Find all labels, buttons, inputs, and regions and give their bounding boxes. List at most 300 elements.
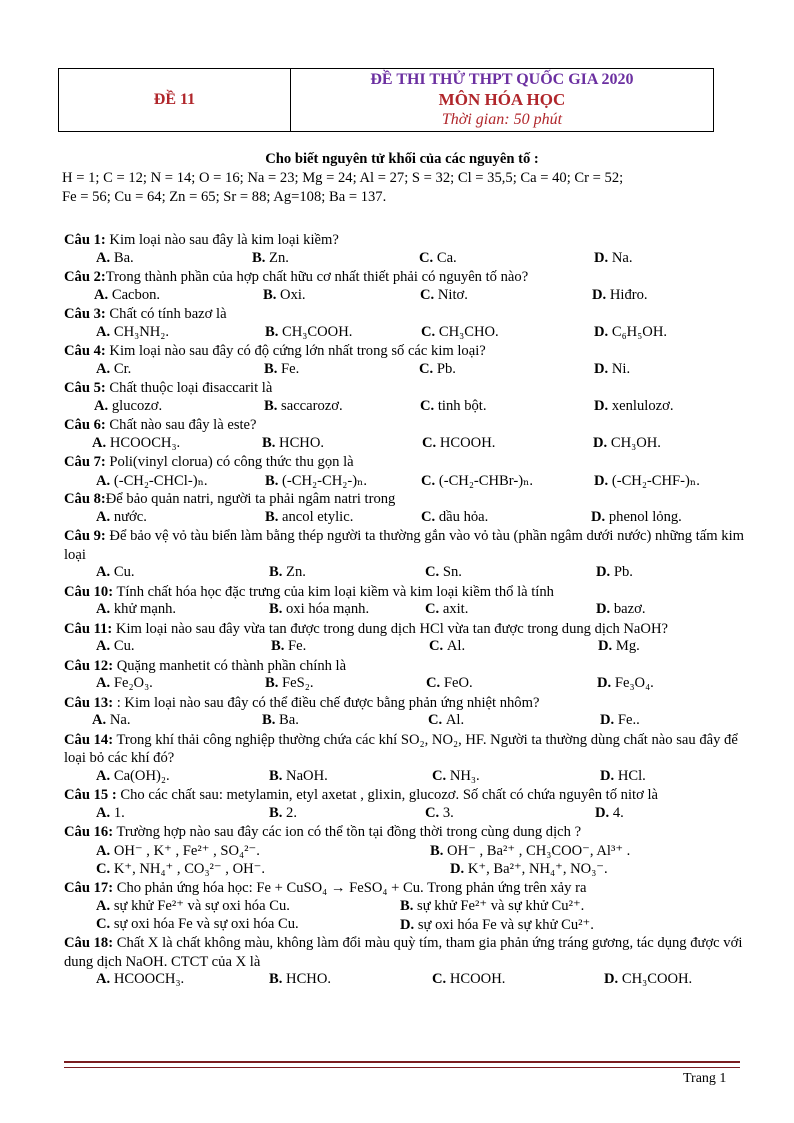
answer-option[interactable] <box>421 324 499 341</box>
answer-option[interactable] <box>425 805 454 822</box>
option-text: CH₃COOH. <box>282 323 353 340</box>
option-text: HCOOCH₃. <box>113 971 185 987</box>
option-letter: A. <box>94 286 112 303</box>
answer-option[interactable] <box>92 435 180 452</box>
option-letter: B. <box>252 249 270 266</box>
answer-option[interactable] <box>92 712 131 729</box>
option-letter: C. <box>419 249 437 266</box>
answer-options <box>64 712 744 731</box>
answer-option[interactable] <box>96 564 135 581</box>
option-text: 1. <box>113 804 125 821</box>
option-letter: C. <box>426 675 444 691</box>
option-letter: D. <box>594 360 612 377</box>
answer-options <box>64 971 744 990</box>
option-text: sự oxi hóa Fe và sự oxi hóa Cu. <box>113 915 299 932</box>
option-text: Ba. <box>113 249 134 266</box>
option-letter: C. <box>425 804 443 821</box>
answer-option[interactable] <box>269 564 306 581</box>
option-letter: B. <box>269 601 287 617</box>
option-text: ancol etylic. <box>282 508 354 525</box>
option-letter: D. <box>593 434 611 451</box>
answer-option[interactable] <box>96 860 265 878</box>
option-text: OH⁻ , K⁺ , Fe²⁺ , SO₄²⁻. <box>113 842 260 859</box>
question <box>64 860 744 879</box>
option-text: Al. <box>446 638 466 654</box>
question <box>64 823 744 860</box>
question-stem: Kim loại nào sau đây có độ cứng lớn nhất trong số các kim loại? <box>105 343 486 359</box>
question-text <box>64 823 744 842</box>
option-letter: A. <box>96 601 114 617</box>
option-letter: B. <box>269 767 287 784</box>
question <box>64 342 744 379</box>
exam-title: ĐỀ THI THỬ THPT QUỐC GIA 2020 <box>370 71 634 88</box>
question <box>64 416 744 453</box>
answer-option[interactable] <box>592 287 648 304</box>
option-letter: C. <box>422 434 440 451</box>
question-text <box>64 620 744 639</box>
question-label: Câu 6: <box>64 417 106 433</box>
question-stem: : Kim loại nào sau đây có thể điều chế được bằng phản ứng nhiệt nhôm? <box>113 694 540 711</box>
question-text <box>64 268 744 287</box>
option-text: sự khử Fe²⁺ và sự oxi hóa Cu. <box>113 898 290 914</box>
answer-options <box>64 324 744 343</box>
answer-option[interactable] <box>426 675 473 692</box>
option-text: 2. <box>286 804 297 821</box>
answer-option[interactable] <box>593 435 661 452</box>
option-text: K⁺, NH₄⁺ , CO₃²⁻ , OH⁻. <box>113 861 266 877</box>
option-letter: C. <box>96 861 114 877</box>
question-text <box>64 879 744 898</box>
question <box>64 879 744 916</box>
answer-option[interactable] <box>96 916 299 933</box>
option-letter: C. <box>421 508 439 525</box>
option-text: Zn. <box>286 564 306 580</box>
option-text: Pb. <box>436 360 456 377</box>
answer-option[interactable] <box>432 768 480 785</box>
answer-option[interactable] <box>604 971 692 988</box>
question-text <box>64 342 744 361</box>
answer-option[interactable] <box>420 287 468 304</box>
answer-option[interactable] <box>422 435 495 452</box>
question-text <box>64 786 744 805</box>
option-letter: D. <box>600 712 618 728</box>
question-label: Câu 15 : <box>64 787 117 803</box>
option-letter: A. <box>96 564 114 580</box>
answer-options <box>64 398 744 417</box>
option-text: HCOOH. <box>449 971 506 987</box>
question-text <box>64 231 744 250</box>
option-letter: A. <box>94 397 112 414</box>
question-label: Câu 7: <box>64 454 106 470</box>
answer-options <box>64 675 744 694</box>
option-letter: B. <box>262 434 280 451</box>
question-text <box>64 583 744 602</box>
answer-option[interactable] <box>596 601 645 618</box>
option-letter: A. <box>92 712 110 728</box>
answer-option[interactable] <box>96 675 153 692</box>
question-label: Câu 18: <box>64 935 114 951</box>
option-text: 3. <box>442 804 454 821</box>
option-text: dầu hỏa. <box>438 508 489 525</box>
question-text <box>64 657 744 676</box>
option-letter: A. <box>96 767 114 784</box>
option-letter: D. <box>600 767 618 784</box>
option-letter: D. <box>596 601 614 617</box>
option-letter: B. <box>265 508 283 525</box>
question <box>64 231 744 268</box>
question <box>64 527 744 583</box>
answer-option[interactable] <box>271 638 306 655</box>
question-label: Câu 14: <box>64 731 114 748</box>
answer-options <box>64 842 744 861</box>
question-text <box>64 731 744 768</box>
answer-option[interactable] <box>400 897 584 915</box>
option-letter: D. <box>400 916 418 933</box>
question <box>64 934 744 990</box>
option-letter: A. <box>96 508 114 525</box>
option-text: tinh bột. <box>437 397 487 414</box>
option-letter: C. <box>425 564 443 580</box>
question <box>64 305 744 342</box>
option-text: Cu. <box>113 638 135 654</box>
answer-option[interactable] <box>600 712 640 729</box>
answer-option[interactable] <box>96 805 125 822</box>
option-text: glucozơ. <box>111 397 163 414</box>
question-label: Câu 4: <box>64 343 106 359</box>
option-text: Cacbon. <box>111 286 161 303</box>
option-letter: D. <box>598 638 616 654</box>
question <box>64 490 744 527</box>
answer-option[interactable] <box>96 897 290 915</box>
option-text: FeS₂. <box>282 675 314 691</box>
answer-options <box>64 361 744 380</box>
answer-option[interactable] <box>595 805 624 822</box>
question-text <box>64 305 744 324</box>
atomic-mass-line-1: H = 1; C = 12; N = 14; O = 16; Na = 23; Mg = 24; Al = 27; S = 32; Cl = 35,5; Ca = 40; Cr = 52; <box>62 170 624 186</box>
option-letter: D. <box>594 323 612 340</box>
exam-header <box>58 68 714 132</box>
answer-option[interactable] <box>265 472 367 490</box>
answer-option[interactable] <box>96 361 131 378</box>
answer-option[interactable] <box>96 601 176 618</box>
option-text: (-CH₂-CHCl-)ₙ. <box>113 472 208 489</box>
answer-option[interactable] <box>597 675 654 692</box>
answer-option[interactable] <box>96 472 208 490</box>
option-letter: B. <box>271 638 289 654</box>
answer-option[interactable] <box>450 860 608 878</box>
question-stem: Poli(vinyl clorua) có công thức thu gọn là <box>105 454 354 470</box>
answer-option[interactable] <box>96 324 169 341</box>
option-text: NH₃. <box>449 767 480 784</box>
option-letter: A. <box>96 804 114 821</box>
option-letter: A. <box>96 472 114 489</box>
question <box>64 786 744 823</box>
option-letter: B. <box>269 564 287 580</box>
option-letter: C. <box>432 971 450 987</box>
answer-options <box>64 638 744 657</box>
question-stem: Quặng manhetit có thành phần chính là <box>113 657 347 674</box>
question-text <box>64 490 744 509</box>
answer-option[interactable] <box>94 287 160 304</box>
question <box>64 583 744 620</box>
answer-option[interactable] <box>264 398 343 415</box>
question-stem: Tính chất hóa học đặc trưng của kim loại kiềm và kim loại kiềm thổ là tính <box>113 583 554 600</box>
option-text: Ca(OH)₂. <box>113 767 170 784</box>
answer-option[interactable] <box>428 712 464 729</box>
option-text: OH⁻ , Ba²⁺ , CH₃COO⁻, Al³⁺ . <box>447 842 631 859</box>
answer-option[interactable] <box>430 842 630 860</box>
option-letter: C. <box>96 915 114 932</box>
answer-option[interactable] <box>96 971 184 988</box>
option-text: HCHO. <box>279 434 325 451</box>
question-stem: Trong thành phần của hợp chất hữu cơ nhất thiết phải có nguyên tố nào? <box>105 269 529 285</box>
question <box>64 453 744 490</box>
option-letter: C. <box>420 397 438 414</box>
question-text <box>64 379 744 398</box>
option-letter: B. <box>265 323 283 340</box>
option-letter: B. <box>263 286 281 303</box>
answer-option[interactable] <box>429 638 465 655</box>
answer-option[interactable] <box>425 601 468 618</box>
question-label: Câu 11: <box>64 620 113 637</box>
answer-option[interactable] <box>421 472 533 490</box>
answer-option[interactable] <box>594 361 630 378</box>
option-letter: B. <box>265 675 283 691</box>
exam-title-block <box>290 69 713 132</box>
answer-option[interactable] <box>269 601 369 618</box>
option-text: Cu. <box>113 564 135 580</box>
option-letter: C. <box>421 323 439 340</box>
option-text: Ca. <box>436 249 457 266</box>
option-text: Ni. <box>611 360 631 377</box>
answer-option[interactable] <box>596 564 633 581</box>
option-letter: B. <box>430 842 448 859</box>
option-letter: D. <box>596 564 614 580</box>
answer-option[interactable] <box>400 916 594 934</box>
answer-option[interactable] <box>432 971 505 988</box>
answer-option[interactable] <box>594 472 700 490</box>
option-text: bazơ. <box>613 601 646 617</box>
question-text <box>64 453 744 472</box>
option-text: khử mạnh. <box>113 601 177 617</box>
answer-option[interactable] <box>96 509 147 526</box>
question-label: Câu 1: <box>64 232 106 248</box>
option-letter: A. <box>96 249 114 266</box>
option-letter: B. <box>264 360 282 377</box>
answer-option[interactable] <box>96 842 260 860</box>
option-text: phenol lỏng. <box>608 508 682 525</box>
option-text: axit. <box>442 601 469 617</box>
question-list <box>64 231 744 990</box>
option-letter: B. <box>269 971 287 987</box>
option-letter: C. <box>420 286 438 303</box>
option-text: 4. <box>612 804 624 821</box>
option-text: Al. <box>445 712 465 728</box>
answer-option[interactable] <box>421 509 488 526</box>
question <box>64 694 744 731</box>
option-letter: A. <box>92 434 110 451</box>
option-text: (-CH₂-CHF-)ₙ. <box>611 472 700 489</box>
question-label: Câu 13: <box>64 694 114 711</box>
question <box>64 657 744 694</box>
answer-option[interactable] <box>600 768 646 785</box>
option-letter: D. <box>594 397 612 414</box>
option-letter: D. <box>594 472 612 489</box>
option-letter: D. <box>604 971 622 987</box>
option-letter: A. <box>96 675 114 691</box>
question-stem: Trường hợp nào sau đây các ion có thể tồn tại đồng thời trong cùng dung dịch ? <box>113 824 582 840</box>
option-letter: D. <box>450 861 468 877</box>
option-text: Na. <box>109 712 131 728</box>
answer-option[interactable] <box>594 324 667 341</box>
option-text: HCOOCH₃. <box>109 434 181 451</box>
option-letter: D. <box>597 675 615 691</box>
question <box>64 379 744 416</box>
answer-option[interactable] <box>252 250 289 267</box>
answer-option[interactable] <box>96 250 134 267</box>
option-letter: A. <box>96 842 114 859</box>
option-letter: B. <box>400 898 418 914</box>
option-letter: D. <box>591 508 609 525</box>
answer-options <box>64 805 744 824</box>
option-letter: A. <box>96 898 114 914</box>
option-letter: A. <box>96 971 114 987</box>
option-text: Na. <box>611 249 633 266</box>
answer-option[interactable] <box>419 250 457 267</box>
option-text: Hiđro. <box>609 286 648 303</box>
option-text: Sn. <box>442 564 462 580</box>
option-letter: C. <box>421 472 439 489</box>
answer-option[interactable] <box>96 638 135 655</box>
option-text: sự khử Fe²⁺ và sự khử Cu²⁺. <box>417 898 585 914</box>
option-letter: C. <box>432 767 450 784</box>
answer-option[interactable] <box>419 361 456 378</box>
question-label: Câu 10: <box>64 583 114 600</box>
option-letter: C. <box>425 601 443 617</box>
option-letter: C. <box>419 360 437 377</box>
option-text: CH₃NH₂. <box>113 323 170 340</box>
answer-option[interactable] <box>265 324 352 341</box>
option-letter: B. <box>265 472 283 489</box>
answer-option[interactable] <box>420 398 487 415</box>
option-letter: C. <box>428 712 446 728</box>
question <box>64 916 744 935</box>
answer-options <box>64 287 744 306</box>
answer-options <box>64 250 744 269</box>
atomic-mass-title: Cho biết nguyên tử khối của các nguyên tố : <box>265 151 539 167</box>
answer-option[interactable] <box>594 398 673 415</box>
option-text: HCOOH. <box>439 434 496 451</box>
question-label: Câu 9: <box>64 528 106 544</box>
option-text: (-CH₂-CH₂-)ₙ. <box>282 472 368 489</box>
atomic-mass-line-2: Fe = 56; Cu = 64; Zn = 65; Sr = 88; Ag=108; Ba = 137. <box>62 189 387 205</box>
answer-option[interactable] <box>265 675 313 692</box>
question-text <box>64 694 744 713</box>
question-label: Câu 17: <box>64 879 114 896</box>
question <box>64 268 744 305</box>
question-stem: Kim loại nào sau đây vừa tan được trong dung dịch HCl vừa tan được trong dung dịch NaOH? <box>112 620 668 637</box>
question-stem: Chất thuộc loại đisaccarit là <box>105 380 273 396</box>
question-label: Câu 12: <box>64 657 114 674</box>
option-text: Fe. <box>281 360 300 377</box>
option-letter: D. <box>594 249 612 266</box>
option-letter: A. <box>96 323 114 340</box>
answer-options <box>64 472 744 491</box>
option-text: Fe₂O₃. <box>113 675 153 691</box>
option-text: HCHO. <box>286 971 332 987</box>
answer-option[interactable] <box>594 250 633 267</box>
option-text: Ba. <box>279 712 299 728</box>
option-text: CH₃CHO. <box>438 323 499 340</box>
answer-option[interactable] <box>269 971 331 988</box>
question-label: Câu 3: <box>64 306 106 322</box>
option-text: K⁺, Ba²⁺, NH₄⁺, NO₃⁻. <box>467 861 608 877</box>
answer-options <box>64 564 744 583</box>
option-text: Oxi. <box>280 286 306 303</box>
page-number: Trang 1 <box>683 1071 727 1086</box>
question-stem: Để bảo quản natri, người ta phải ngâm natri trong <box>105 491 396 507</box>
question <box>64 731 744 787</box>
question-stem: Trong khí thải công nghiệp thường chứa các khí SO₂, NO₂, HF. Người ta thường dùng chất nào sau đây để loại bỏ các khí đó? <box>64 731 738 766</box>
answer-options <box>64 601 744 620</box>
option-text: Mg. <box>615 638 640 654</box>
answer-option[interactable] <box>425 564 462 581</box>
option-text: Fe. <box>288 638 307 654</box>
option-letter: D. <box>595 804 613 821</box>
answer-options <box>64 509 744 528</box>
answer-options <box>64 897 744 916</box>
question-text <box>64 416 744 435</box>
answer-option[interactable] <box>269 805 297 822</box>
answer-option[interactable] <box>94 398 162 415</box>
answer-option[interactable] <box>262 435 324 452</box>
answer-option[interactable] <box>264 361 299 378</box>
option-letter: B. <box>269 804 287 821</box>
option-text: Cr. <box>113 360 132 377</box>
option-text: C₆H₅OH. <box>611 323 668 340</box>
question-stem: Chất X là chất không màu, không làm đổi màu quỳ tím, tham gia phản ứng tráng gương, tác dụng được với dung dịch NaOH. CTCT của X là <box>64 935 743 970</box>
option-text: xenlulozơ. <box>611 397 674 414</box>
answer-option[interactable] <box>269 768 328 785</box>
answer-option[interactable] <box>598 638 640 655</box>
exam-subject: MÔN HÓA HỌC <box>438 90 566 109</box>
option-text: HCl. <box>617 767 646 784</box>
option-text: saccarozơ. <box>281 397 343 414</box>
answer-options <box>64 435 744 454</box>
answer-option[interactable] <box>96 768 170 785</box>
question-stem: Cho các chất sau: metylamin, etyl axetat , glixin, glucozơ. Số chất có chứa nguyên tố nitơ là <box>116 787 658 803</box>
option-letter: B. <box>264 397 282 414</box>
question-stem: Kim loại nào sau đây là kim loại kiềm? <box>105 232 339 248</box>
option-text: Fe.. <box>617 712 640 728</box>
option-letter: B. <box>262 712 280 728</box>
option-text: Pb. <box>613 564 633 580</box>
option-text: (-CH₂-CHBr-)ₙ. <box>438 472 534 489</box>
answer-option[interactable] <box>262 712 299 729</box>
option-text: CH₃COOH. <box>621 971 693 987</box>
question-stem: Chất nào sau đây là este? <box>105 417 257 433</box>
answer-option[interactable] <box>591 509 682 526</box>
option-letter: C. <box>429 638 447 654</box>
answer-option[interactable] <box>265 509 353 526</box>
question-label: Câu 2: <box>64 269 106 285</box>
option-letter: A. <box>96 638 114 654</box>
exam-code: ĐỀ 11 <box>59 69 291 132</box>
answer-option[interactable] <box>263 287 306 304</box>
question-label: Câu 5: <box>64 380 106 396</box>
answer-options <box>64 860 744 879</box>
question-stem: Để bảo vệ vỏ tàu biển làm bằng thép người ta thường gắn vào vỏ tàu (phần ngâm dưới nước) những tấm kim loại <box>64 528 744 563</box>
